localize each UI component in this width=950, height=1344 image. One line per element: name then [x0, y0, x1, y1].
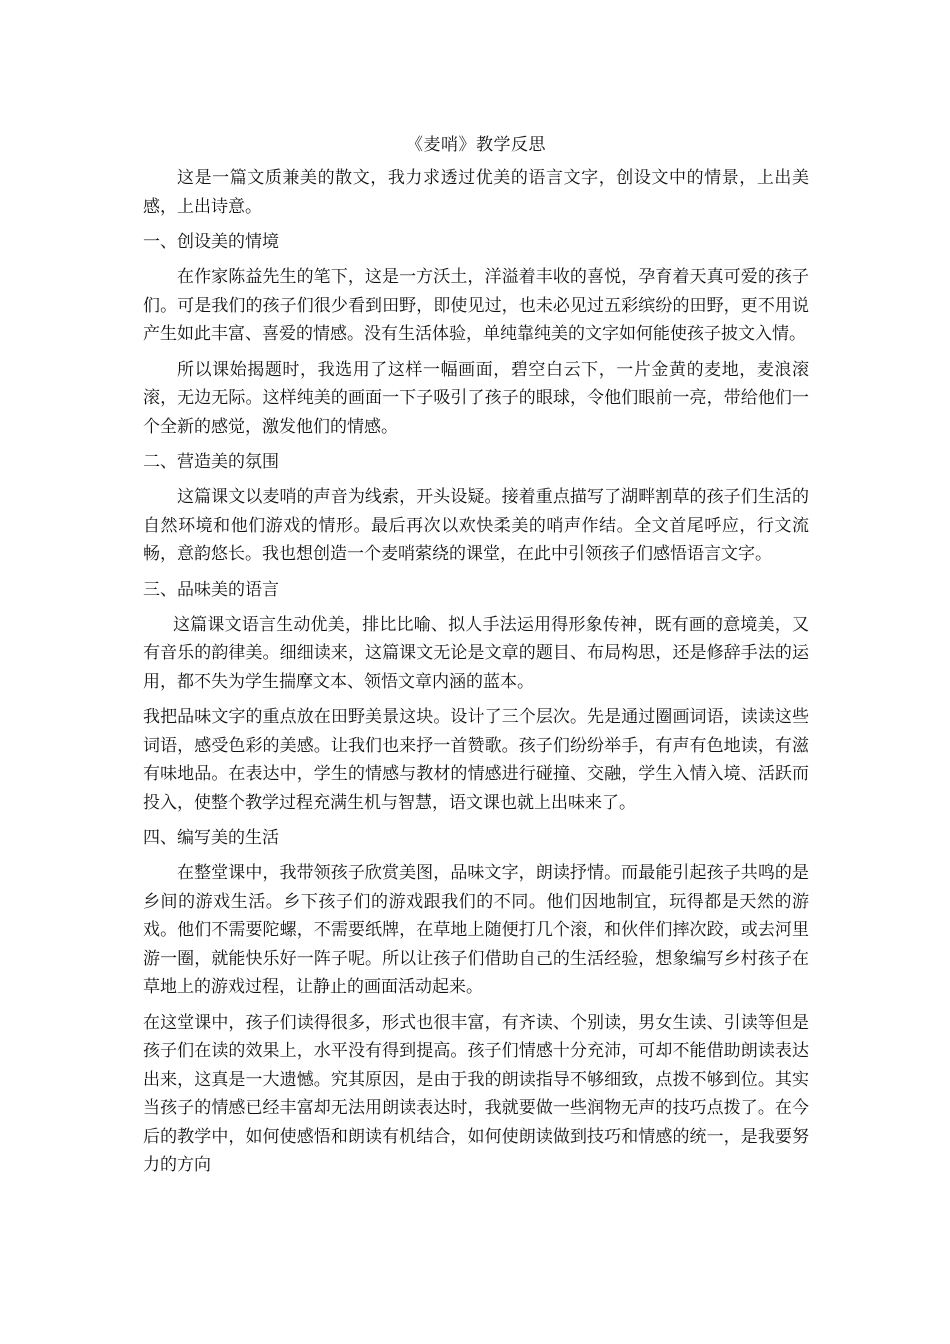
section-1-paragraph-1: 在作家陈益先生的笔下，这是一方沃土，洋溢着丰收的喜悦，孕育着天真可爱的孩子们。可是我们的孩子们很少看到田野，即使见过，也未必见过五彩缤纷的田野，更不用说产生如此丰富、喜爱的情感。没有生活体验，单纯靠纯美的文字如何能使孩子披文入情。: [143, 267, 809, 344]
section-4-heading: 四、编写美的生活: [143, 828, 279, 848]
section-3-paragraph-1: 这篇课文语言生动优美，排比比喻、拟人手法运用得形象传神，既有画的意境美，又有音乐的韵律美。细细读来，这篇课文无论是文章的题目、布局构思，还是修辞手法的运用，都不失为学生揣摩文本、领悟文章内涵的蓝本。: [143, 614, 809, 692]
section-1-paragraph-2: 所以课始揭题时，我选用了这样一幅画面，碧空白云下，一片金黄的麦地，麦浪滚滚，无边无际。这样纯美的画面一下子吸引了孩子的眼球，令他们眼前一亮，带给他们一个全新的感觉，激发他们的情感。: [143, 359, 809, 437]
section-1-heading: 一、创设美的情境: [143, 232, 279, 252]
document-title: 《麦哨》教学反思: [406, 135, 546, 155]
document-page: [143, 132, 809, 1187]
section-3-heading: 三、品味美的语言: [143, 579, 279, 600]
section-4-paragraph-2: 在这堂课中，孩子们读得很多，形式也很丰富，有齐读、个别读，男女生读、引读等但是孩子们在读的效果上，水平没有得到提高。孩子们情感十分充沛，可却不能借助朗读表达出来，这真是一大遗憾。究其原因，是由于我的朗读指导不够细致，点拨不够到位。其实当孩子的情感已经丰富却无法用朗读表达时，我就要做一些润物无声的技巧点拨了。在今后的教学中，如何使感悟和朗读有机结合，如何使朗读做到技巧和情感的统一，是我要努力的方向: [143, 1012, 809, 1175]
section-3-paragraph-2: 我把品味文字的重点放在田野美景这块。设计了三个层次。先是通过圈画词语，读读这些词语，感受色彩的美感。让我们也来抒一首赞歌。孩子们纷纷举手，有声有色地读，有滋有味地品。在表达中，学生的情感与教材的情感进行碰撞、交融，学生入情入境、活跃而投入，使整个教学过程充满生机与智慧，语文课也就上出味来了。: [143, 707, 809, 813]
section-4-paragraph-1: 在整堂课中，我带领孩子欣赏美图，品味文字，朗读抒情。而最能引起孩子共鸣的是乡间的游戏生活。乡下孩子们的游戏跟我们的不同。他们因地制宜，玩得都是天然的游戏。他们不需要陀螺，不需要纸牌，在草地上随便打几个滚，和伙伴们摔次跤，或去河里游一圈，就能快乐好一阵子呢。所以让孩子们借助自己的生活经验，想象编写乡村孩子在草地上的游戏过程，让静止的画面活动起来。: [143, 863, 809, 997]
intro-paragraph: 这是一篇文质兼美的散文，我力求透过优美的语言文字，创设文中的情景，上出美感，上出诗意。: [143, 168, 809, 217]
section-2-heading: 二、营造美的氛围: [143, 452, 279, 472]
section-2-paragraph-1: 这篇课文以麦哨的声音为线索，开头设疑。接着重点描写了湖畔割草的孩子们生活的自然环境和他们游戏的情形。最后再次以欢快柔美的哨声作结。全文首尾呼应，行文流畅，意韵悠长。我也想创造一个麦哨萦绕的课堂，在此中引领孩子们感悟语言文字。: [143, 487, 809, 564]
